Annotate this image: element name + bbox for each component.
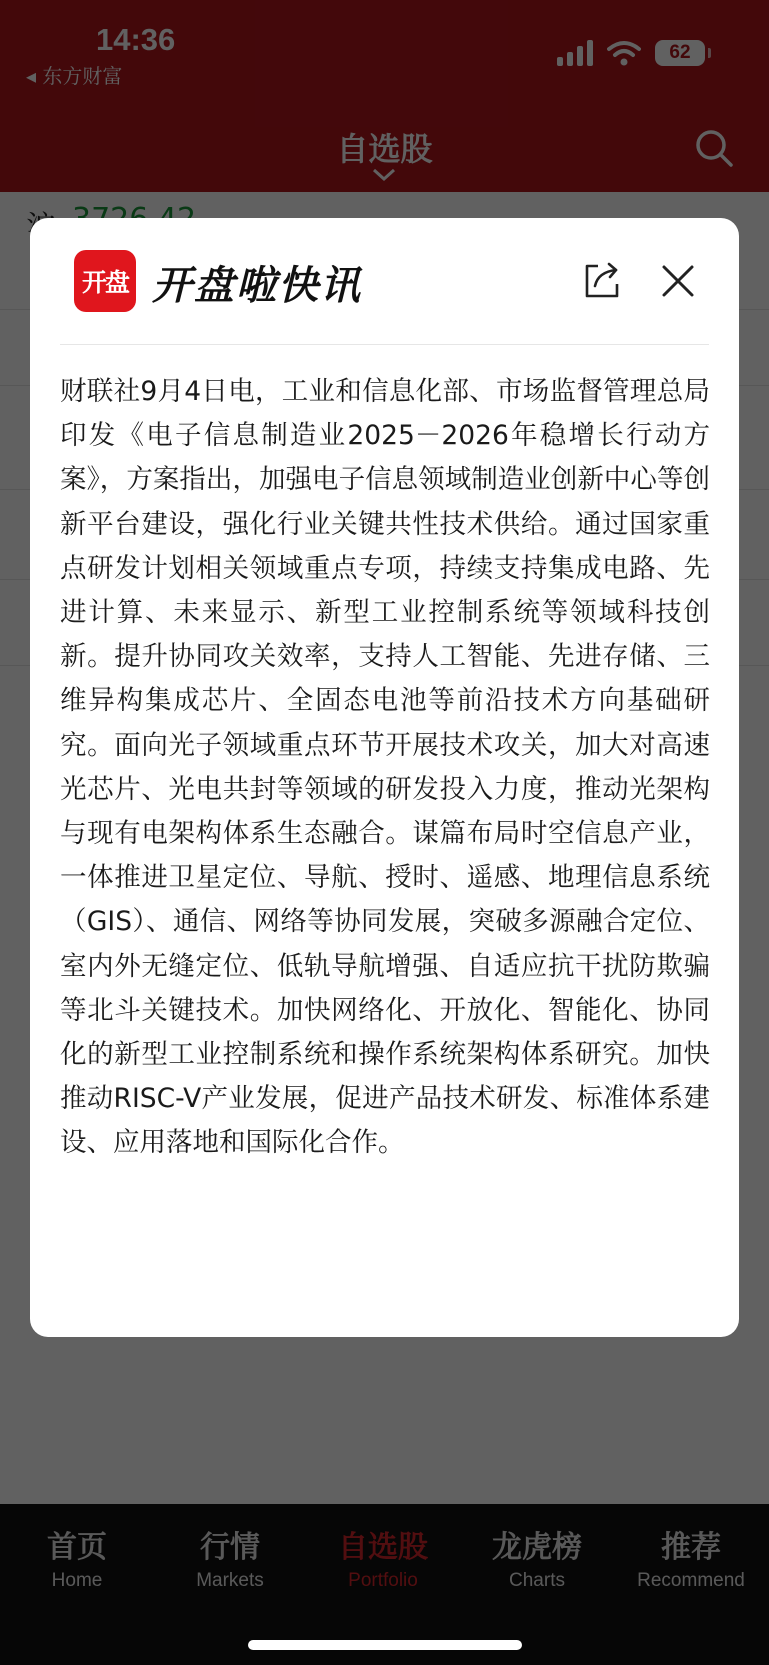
header-divider [60,344,709,345]
app-logo [74,250,136,312]
home-indicator[interactable] [248,1640,522,1650]
modal-brand-title: 开盘啦快讯 [152,263,362,309]
news-article-text: 财联社9月4日电，工业和信息化部、市场监督管理总局印发《电子信息制造业2025－2026年稳增长行动方案》，方案指出，加强电子信息领域制造业创新中心等创新平台建设，强化行业关键共性技术供给。通过国家重点研发计划相关领域重点专项，持续支持集成电路、先进计算、未来显示、新型工业控制系统等领域科技创新。提升协同攻关效率，支持人工智能、先进存储、三维异构集成芯片、全固态电池等前沿技术方向基础研究。面向光子领域重点环节开展技术攻关，加大对高速光芯片、光电共封等领域的研发投入力度，推动光架构与现有电架构体系生态融合。谋篇布局时空信息产业，一体推进卫星定位、导航、授时、遥感、地理信息系统（GIS）、通信、网络等协同发展，突破多源融合定位、室内外无缝定位、低轨导航增强、自适应抗干扰防欺骗等北斗关键技术。加快网络化、开放化、智能化、协同化的新型工业控制系统和操作系统架构体系研究。加快推动RISC-V产业发展，促进产品技术研发、标准体系建设、应用落地和国际化合作。 [60,376,710,1159]
news-flash-modal [30,218,739,1337]
logo-text: 开盘 [81,268,128,297]
close-icon[interactable] [661,264,695,298]
share-icon[interactable] [582,260,622,300]
